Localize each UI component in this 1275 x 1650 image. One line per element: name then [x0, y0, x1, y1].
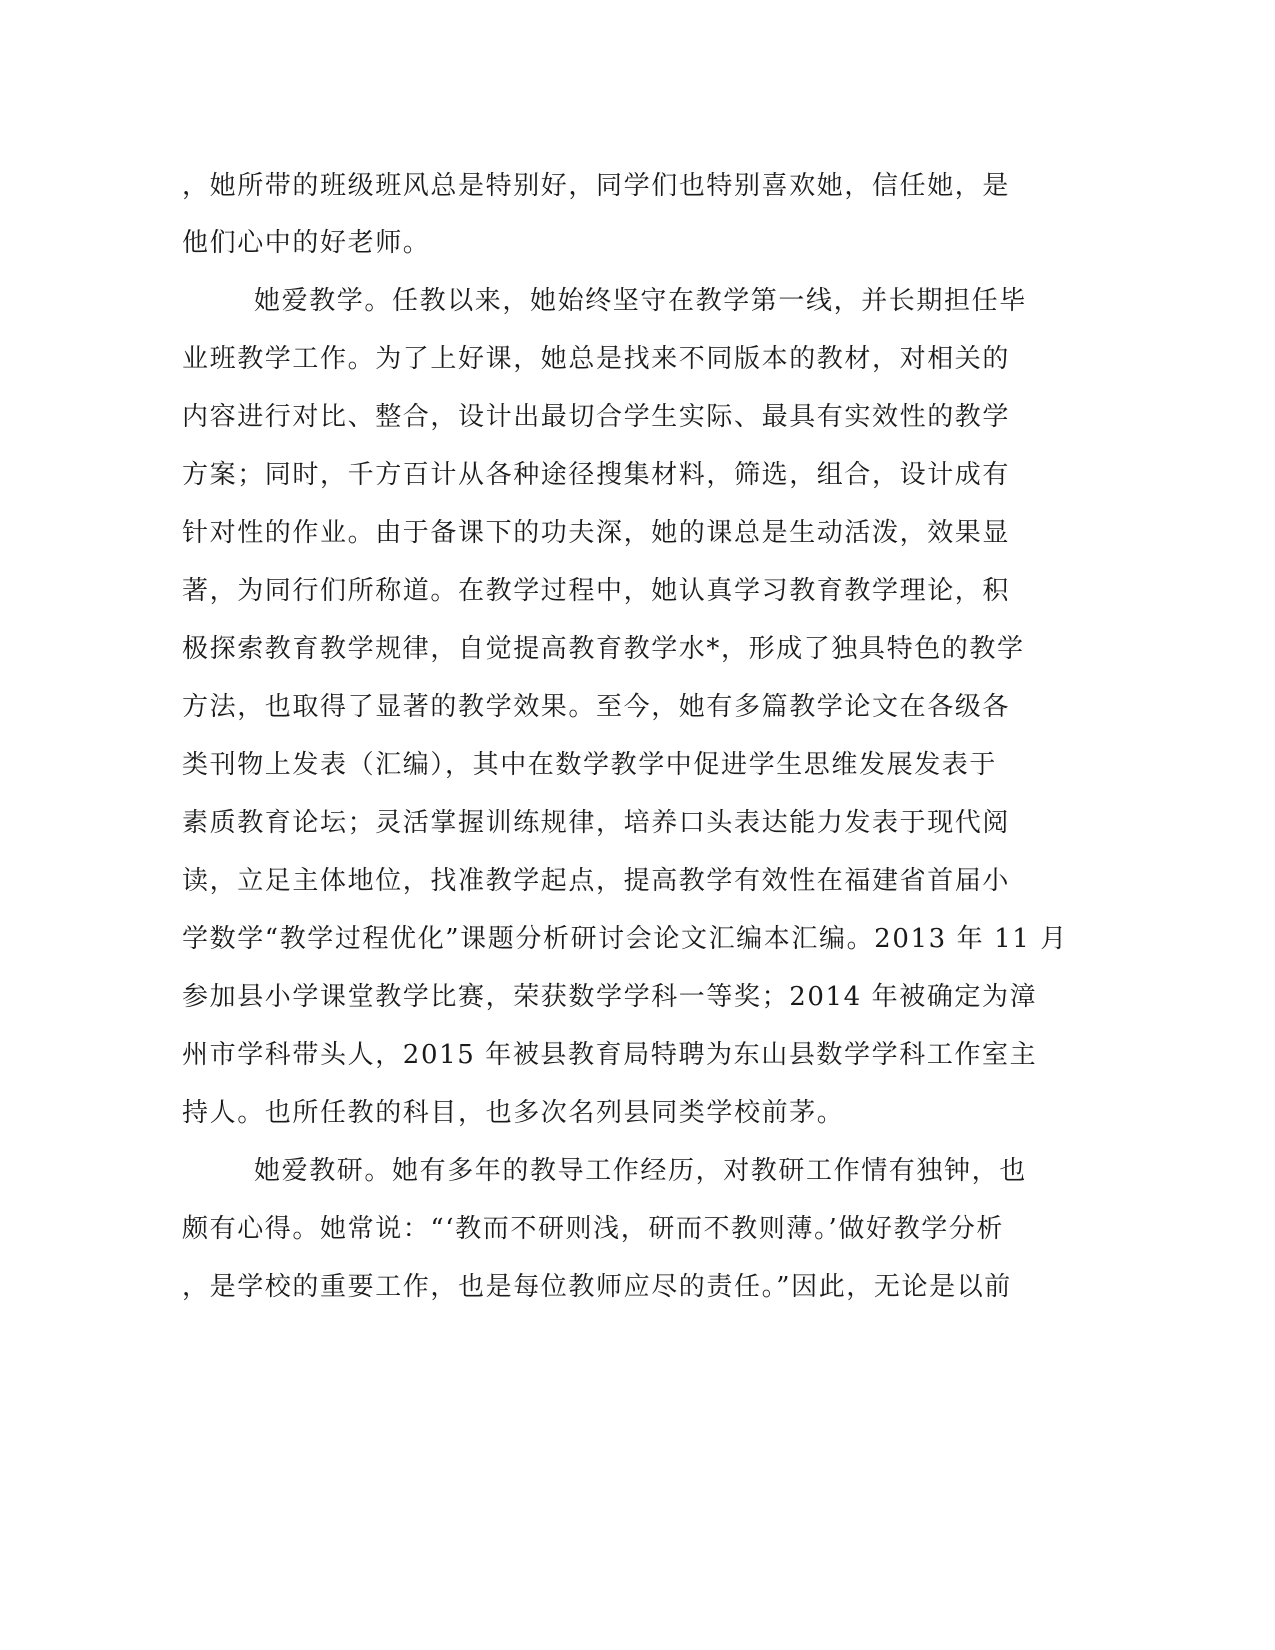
- text-line: 素质教育论坛；灵活掌握训练规律，培养口头表达能力发表于现代阅: [182, 808, 1011, 838]
- text-line: 著，为同行们所称道。在教学过程中，她认真学习教育教学理论，积: [182, 576, 1011, 606]
- text-line: 类刊物上发表（汇编），其中在数学教学中促进学生思维发展发表于: [182, 750, 998, 780]
- text-line: 读，立足主体地位，找准教学起点，提高教学有效性在福建省首届小: [182, 866, 1011, 896]
- text-line: 参加县小学课堂教学比赛，荣获数学学科一等奖；2014 年被确定为漳: [182, 982, 1038, 1012]
- text-line: 学数学“教学过程优化”课题分析研讨会论文汇编本汇编。2013 年 11 月: [182, 924, 1068, 954]
- text-line: 极探索教育教学规律，自觉提高教育教学水*，形成了独具特色的教学: [182, 634, 1025, 664]
- text-line: 针对性的作业。由于备课下的功夫深，她的课总是生动活泼，效果显: [182, 518, 1011, 548]
- text-line: 颇有心得。她常说：“‘教而不研则浅，研而不教则薄。’做好教学分析: [182, 1214, 1005, 1244]
- text-line: ，她所带的班级班风总是特别好，同学们也特别喜欢她，信任她，是: [182, 171, 1011, 201]
- text-line: 方案；同时，千方百计从各种途径搜集材料，筛选，组合，设计成有: [182, 460, 1011, 490]
- text-line: 内容进行对比、整合，设计出最切合学生实际、最具有实效性的教学: [182, 402, 1011, 432]
- text-line: 方法，也取得了显著的教学效果。至今，她有多篇教学论文在各级各: [182, 692, 1011, 722]
- text-line: 持人。也所任教的科目，也多次名列县同类学校前茅。: [182, 1098, 845, 1128]
- text-line: ，是学校的重要工作，也是每位教师应尽的责任。”因此，无论是以前: [182, 1272, 1012, 1302]
- text-line: 他们心中的好老师。: [182, 228, 431, 258]
- text-line: 业班教学工作。为了上好课，她总是找来不同版本的教材，对相关的: [182, 344, 1011, 374]
- paragraph-start-line: 她爱教学。任教以来，她始终坚守在教学第一线，并长期担任毕: [254, 286, 1027, 316]
- paragraph-start-line: 她爱教研。她有多年的教导工作经历，对教研工作情有独钟，也: [254, 1156, 1027, 1186]
- text-line: 州市学科带头人，2015 年被县教育局特聘为东山县数学学科工作室主: [182, 1040, 1038, 1070]
